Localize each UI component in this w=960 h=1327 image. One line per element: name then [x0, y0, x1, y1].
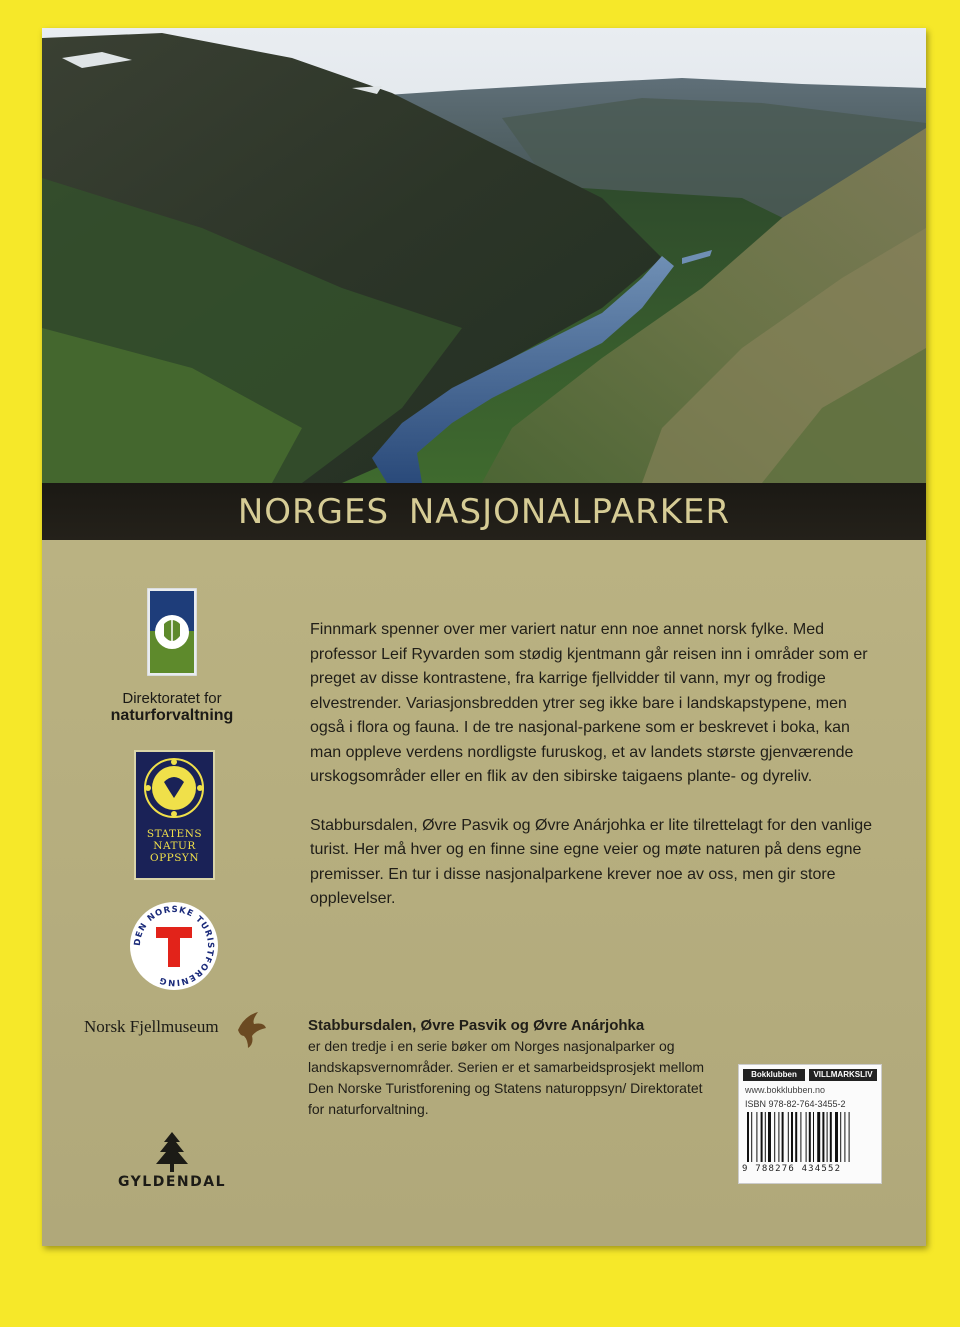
sno-line2: NATUR	[153, 840, 196, 852]
barcode-digits: 9 788276 434552	[742, 1164, 842, 1174]
direktoratet-line1: Direktoratet for	[122, 690, 222, 707]
series-title: Stabbursdalen, Øvre Pasvik og Øvre Anárjohka	[308, 1017, 645, 1034]
cover-lower-panel	[42, 540, 926, 1246]
sno-line3: OPPSYN	[149, 852, 200, 864]
direktoratet-logo	[147, 588, 197, 676]
bokklubben-badge: Bokklubben	[743, 1069, 805, 1081]
dnt-logo	[128, 900, 220, 992]
sno-line1: STATENS	[146, 828, 203, 840]
statens-naturoppsyn-logo	[134, 750, 215, 880]
barcode-url: www.bokklubben.no	[745, 1085, 826, 1095]
tree-icon	[150, 1132, 194, 1172]
series-text: er den tredje i en serie bøker om Norges nasjonalparker og landskapsvernområder. Serien er et samarbeidsprosjekt mellom Den Norske Turistforening og Statens naturoppsyn/ Direktoratet for naturforvaltning.	[308, 1038, 705, 1117]
landscape-photo	[42, 28, 926, 483]
direktoratet-caption	[92, 690, 252, 725]
eagle-icon	[234, 1010, 268, 1050]
title-band	[42, 483, 926, 540]
book-back-cover	[42, 28, 926, 1246]
publisher-name: GYLDENDAL	[117, 1174, 227, 1190]
book-title: NORGES NASJONALPARKER	[237, 491, 731, 532]
isbn-text: ISBN 978-82-764-3455-2	[745, 1099, 846, 1109]
direktoratet-line2: naturforvaltning	[110, 707, 234, 724]
barcode-bars	[745, 1112, 875, 1164]
sno-text	[136, 828, 213, 864]
museum-name: Norsk Fjellmuseum	[84, 1017, 219, 1036]
dnt-ring-text: DEN NORSKE TURISTFORENING	[132, 904, 216, 988]
description-paragraph-1: Finnmark spenner over mer variert natur enn noe annet norsk fylke. Med professor Leif Ryvarden som stødig kjentmann går reisen inn i områder som er preget av disse kontrastene, fra karrige fjellvidder til vann, myr og frodige elvestrender. Variasjonsbredden ytrer seg ikke bare i landskapstypene, men også i flora og fauna. I de tre nasjonal-parkene som er beskrevet i boka, kan man oppleve verdens nordligste furuskog, et av landets største gjenværende urskogsområder eller en flik av den sibirske taigaens plante- og dyreliv.	[310, 621, 868, 785]
description-text	[310, 618, 880, 936]
description-paragraph-2: Stabbursdalen, Øvre Pasvik og Øvre Anárjohka er lite tilrettelagt for den vanlige turist. Her må hver og en finne sine egne veier og møte naturen på dens egne premisser. En tur i disse nasjonalparkene krever noe av oss, men gir store opplevelser.	[310, 816, 873, 907]
villmarksliv-badge: VILLMARKSLIV	[809, 1069, 877, 1081]
barcode-sticker	[738, 1064, 882, 1184]
series-note	[308, 1015, 708, 1120]
